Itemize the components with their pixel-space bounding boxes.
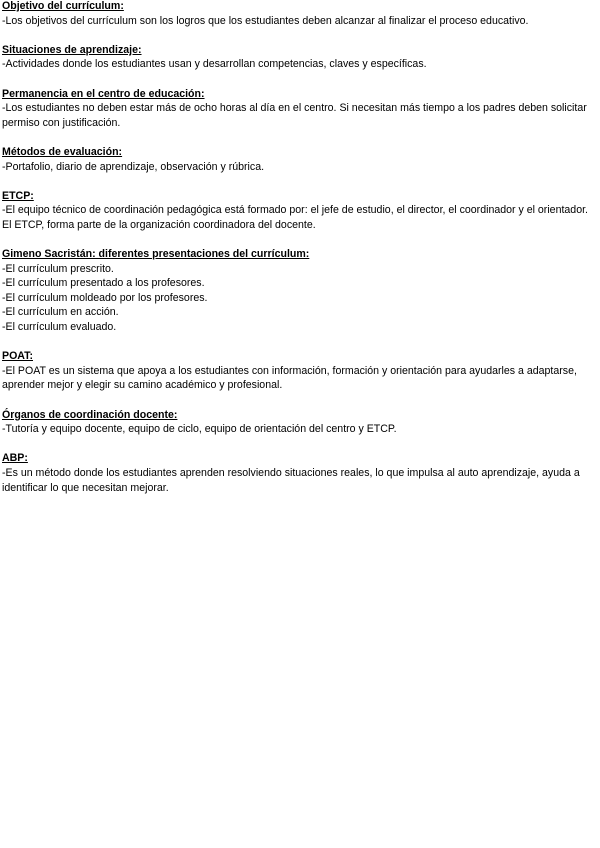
section-text: -El equipo técnico de coordinación pedagógica está formado por: el jefe de estudio, el director, el coordinador y el orientador. El ETCP, forma parte de la organización coordinadora del docente. [2,204,588,231]
section-text: -Los estudiantes no deben estar más de ocho horas al día en el centro. Si necesitan más tiempo a los padres deben solicitar permiso con justificación. [2,102,587,129]
section-organos-coordinacion [2,408,598,437]
section-text: -Los objetivos del currículum son los logros que los estudiantes deben alcanzar al finalizar el proceso educativo. [2,14,529,27]
list-item: -El currículum evaluado. [2,321,117,334]
section-situaciones-aprendizaje [2,43,598,72]
section-text: -Tutoría y equipo docente, equipo de ciclo, equipo de orientación del centro y ETCP. [2,423,397,436]
section-gimeno-sacristan [2,247,598,335]
list-item: -El currículum presentado a los profesores. [2,277,205,290]
section-metodos-evaluacion [2,145,598,174]
section-heading: ABP: [2,452,28,465]
section-heading: POAT: [2,350,33,363]
section-heading: ETCP: [2,189,34,202]
list-item: -El currículum moldeado por los profesores. [2,291,208,304]
section-abp [2,451,598,495]
section-etcp [2,189,598,233]
section-text: -Es un método donde los estudiantes aprenden resolviendo situaciones reales, lo que impulsa al auto aprendizaje, ayuda a identificar lo que necesitan mejorar. [2,467,580,494]
section-heading: Permanencia en el centro de educación: [2,87,205,100]
section-text: -Actividades donde los estudiantes usan y desarrollan competencias, claves y específicas. [2,58,427,71]
section-heading: Situaciones de aprendizaje: [2,43,142,56]
section-heading: Gimeno Sacristán: diferentes presentaciones del currículum: [2,248,310,261]
section-text: -El POAT es un sistema que apoya a los estudiantes con información, formación y orientación para ayudarles a adaptarse, aprender mejor y elegir su camino académico y profesional. [2,364,577,392]
section-poat [2,349,598,393]
section-heading: Objetivo del currículum: [2,0,124,12]
section-permanencia-centro [2,87,598,131]
list-item: -El currículum en acción. [2,306,119,319]
section-objetivo-curriculum [2,0,598,28]
list-item: -El currículum prescrito. [2,262,114,275]
section-heading: Órganos de coordinación docente: [2,408,178,421]
section-text: -Portafolio, diario de aprendizaje, observación y rúbrica. [2,160,265,173]
section-heading: Métodos de evaluación: [2,145,123,158]
